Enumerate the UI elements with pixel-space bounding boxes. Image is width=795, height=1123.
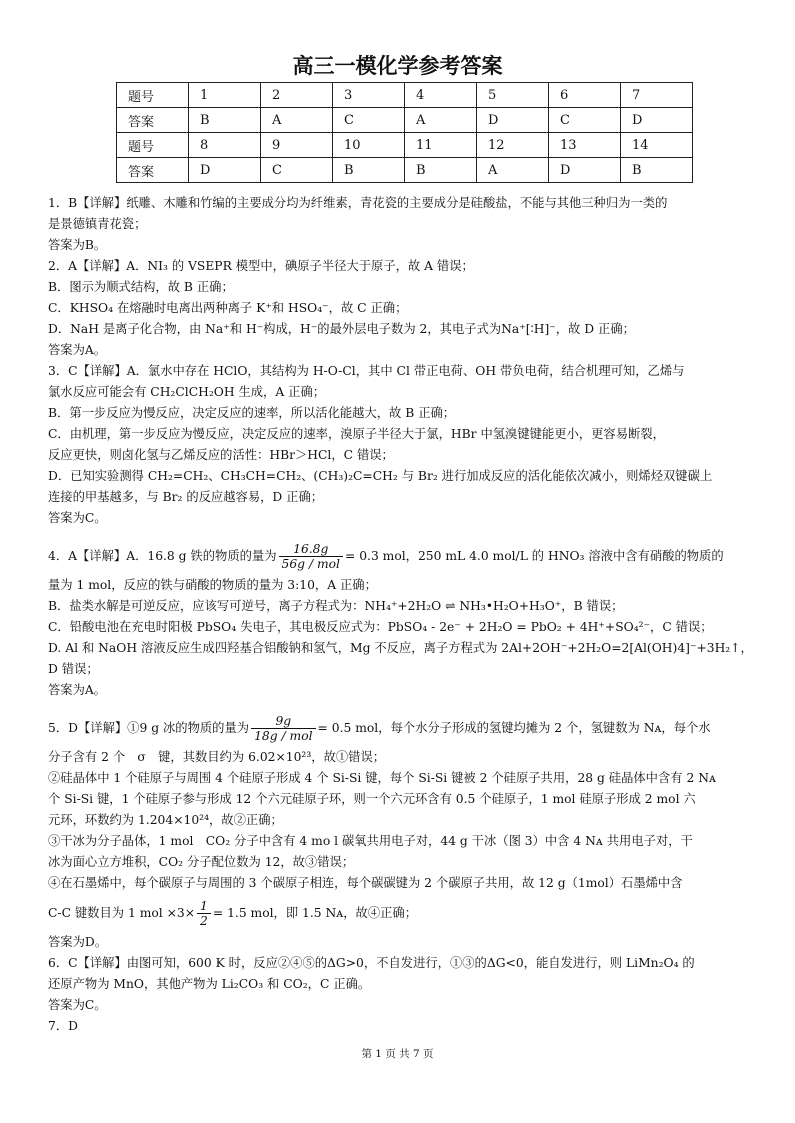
q3-line: 3．C【详解】A．氯水中存在 HClO，其结构为 H-O-Cl，其中 Cl 带正电荷、OH 带负电荷，结合机理可知，乙烯与: [48, 364, 685, 378]
q5-line: ②硅晶体中 1 个硅原子与周围 4 个硅原子形成 4 个 Si-Si 键，每个 Si-Si 键被 2 个硅原子共用，28 g 硅晶体中含有 2 Nᴀ: [48, 771, 716, 785]
q5-line: 元环，环数约为 1.204×10²⁴，故②正确；: [48, 813, 283, 827]
table-cell: D: [549, 158, 621, 183]
q5-line: 个 Si-Si 键，1 个硅原子参与形成 12 个六元硅原子环，则一个六元环含有 0.5 个硅原子，1 mol 硅原子形成 2 mol 六: [48, 792, 696, 806]
table-cell: 10: [333, 133, 405, 158]
q4-line: 量为 1 mol，反应的铁与硝酸的物质的量为 3:10，A 正确；: [48, 578, 377, 592]
q5-line-with-fraction: [48, 894, 754, 932]
table-cell: 14: [621, 133, 693, 158]
page-title: 高三一模化学参考答案: [292, 54, 503, 78]
q4-answer: 答案为A。: [48, 683, 107, 697]
table-cell: 11: [405, 133, 477, 158]
q3-line: 反应更快，则卤化氢与乙烯反应的活性：HBr＞HCl，C 错误；: [48, 448, 394, 462]
q5-text: = 1.5 mol，即 1.5 Nᴀ，故④正确；: [212, 906, 418, 920]
row-label: 答案: [117, 108, 189, 133]
q3-line: D．已知实验测得 CH₂=CH₂、CH₃CH=CH₂、(CH₃)₂C=CH₂ 与 Br₂ 进行加成反应的活化能依次减小，则烯烃双键碳上: [48, 469, 713, 483]
table-cell: 5: [477, 83, 549, 108]
table-cell: 6: [549, 83, 621, 108]
table-cell: B: [189, 108, 261, 133]
row-label: 答案: [117, 158, 189, 183]
q6-answer: 答案为C。: [48, 998, 107, 1012]
q1-line: 1．B【详解】纸雕、木雕和竹编的主要成分均为纤维素，青花瓷的主要成分是硅酸盐，不能与其他三种归为一类的: [48, 196, 668, 210]
fraction-denominator: 18g / mol: [254, 729, 313, 743]
table-cell: 12: [477, 133, 549, 158]
table-cell: A: [405, 108, 477, 133]
q3-answer: 答案为C。: [48, 511, 107, 525]
table-cell: 7: [621, 83, 693, 108]
q5-line: 冰为面心立方堆积，CO₂ 分子配位数为 12，故③错误；: [48, 855, 355, 869]
row-label: 题号: [117, 133, 189, 158]
table-cell: 13: [549, 133, 621, 158]
fraction-denominator: 56g / mol: [281, 557, 340, 571]
q7-line: 7．D: [48, 1019, 78, 1033]
table-cell: D: [477, 108, 549, 133]
q4-line: D. Al 和 NaOH 溶液反应生成四羟基合铝酸钠和氢气，Mg 不反应，离子方程式为 2Al+2OH⁻+2H₂O=2[Al(OH)4]⁻+3H₂↑，: [48, 641, 753, 655]
q5-text: C-C 键数目为 1 mol ×3×: [48, 906, 196, 920]
q5-answer: 答案为D。: [48, 935, 108, 949]
fraction: [251, 714, 315, 743]
q6-line: 6．C【详解】由图可知，600 K 时，反应②④⑤的ΔG>0，不自发进行，①③的ΔG<0，能自发进行，则 LiMn₂O₄ 的: [48, 956, 695, 970]
q3-line: 连接的甲基越多，与 Br₂ 的反应越容易，D 正确；: [48, 490, 324, 504]
table-cell: B: [333, 158, 405, 183]
table-row: [117, 83, 693, 108]
fraction-denominator: 2: [200, 914, 208, 928]
table-row: [117, 133, 693, 158]
q3-line: C．由机理，第一步反应为慢反应，决定反应的速率，溴原子半径大于氯，HBr 中氢溴键键能更小，更容易断裂，: [48, 427, 665, 441]
q6-line: 还原产物为 MnO，其他产物为 Li₂CO₃ 和 CO₂，C 正确。: [48, 977, 371, 991]
fraction-numerator: 16.8g: [279, 542, 343, 557]
fraction: [279, 542, 343, 571]
table-cell: A: [477, 158, 549, 183]
q2-line: 2．A【详解】A．NI₃ 的 VSEPR 模型中，碘原子半径大于原子，故 A 错误；: [48, 259, 474, 273]
q2-line: C．KHSO₄ 在熔融时电离出两种离子 K⁺和 HSO₄⁻，故 C 正确；: [48, 301, 408, 315]
explanations: [48, 193, 754, 1037]
fraction-numerator: 9g: [251, 714, 315, 729]
q4-line: B．盐类水解是可逆反应，应该写可逆号，离子方程式为：NH₄⁺+2H₂O ⇌ NH₃•H₂O+H₃O⁺，B 错误；: [48, 599, 624, 613]
table-cell: B: [621, 158, 693, 183]
table-cell: 2: [261, 83, 333, 108]
q1-answer: 答案为B。: [48, 238, 107, 252]
page-footer: 第 1 页 共 7 页: [361, 1048, 434, 1060]
q5-line-with-fraction: [48, 709, 754, 747]
q5-text: 5．D【详解】①9 g 冰的物质的量为: [48, 721, 250, 735]
q2-answer: 答案为A。: [48, 343, 107, 357]
table-cell: D: [621, 108, 693, 133]
row-label: 题号: [117, 83, 189, 108]
table-cell: 4: [405, 83, 477, 108]
table-cell: C: [333, 108, 405, 133]
q3-line: B．第一步反应为慢反应，决定反应的速率，所以活化能越大，故 B 正确；: [48, 406, 456, 420]
q3-line: 氯水反应可能会有 CH₂ClCH₂OH 生成，A 正确；: [48, 385, 326, 399]
table-cell: 8: [189, 133, 261, 158]
table-cell: 1: [189, 83, 261, 108]
q5-line: ③干冰为分子晶体，1 mol CO₂ 分子中含有 4 mo l 碳氧共用电子对，44 g 干冰（图 3）中含 4 Nᴀ 共用电子对，干: [48, 834, 693, 848]
q2-line: D．NaH 是离子化合物，由 Na⁺和 H⁻构成，H⁻的最外层电子数为 2，其电子式为Na⁺[∶H]⁻，故 D 正确；: [48, 322, 635, 336]
q1-line: 是景德镇青花瓷；: [48, 217, 147, 231]
q5-line: 分子含有 2 个 σ 键，其数目约为 6.02×10²³，故①错误；: [48, 750, 386, 764]
q4-line-with-fraction: [48, 537, 754, 575]
table-row: [117, 158, 693, 183]
table-cell: C: [549, 108, 621, 133]
q4-line: D 错误；: [48, 662, 99, 676]
table-cell: 3: [333, 83, 405, 108]
table-cell: D: [189, 158, 261, 183]
q4-text: 4．A【详解】A．16.8 g 铁的物质的量为: [48, 549, 277, 563]
table-row: [117, 108, 693, 133]
q5-text: = 0.5 mol，每个水分子形成的氢键均摊为 2 个，氢键数为 Nᴀ，每个水: [317, 721, 711, 735]
q4-text: = 0.3 mol，250 mL 4.0 mol/L 的 HNO₃ 溶液中含有硝酸的物质的: [345, 549, 724, 563]
fraction: [197, 899, 211, 928]
table-cell: C: [261, 158, 333, 183]
q5-line: ④在石墨烯中，每个碳原子与周围的 3 个碳原子相连，每个碳碳键为 2 个碳原子共用，故 12 g（1mol）石墨烯中含: [48, 876, 683, 890]
fraction-numerator: 1: [197, 899, 211, 914]
table-cell: B: [405, 158, 477, 183]
q2-line: B．图示为顺式结构，故 B 正确；: [48, 280, 234, 294]
table-cell: A: [261, 108, 333, 133]
q4-line: C．铅酸电池在充电时阳极 PbSO₄ 失电子，其电极反应式为：PbSO₄ - 2e⁻ + 2H₂O = PbO₂ + 4H⁺+SO₄²⁻，C 错误；: [48, 620, 713, 634]
table-cell: 9: [261, 133, 333, 158]
answer-table: [116, 82, 693, 183]
